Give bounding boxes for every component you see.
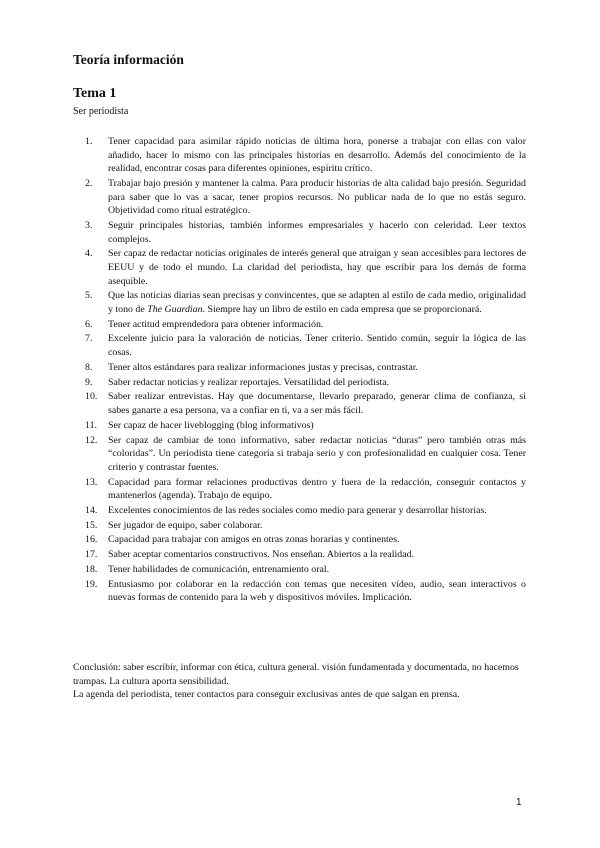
list-item-text: Ser capaz de hacer liveblogging (blog informativos)	[108, 419, 314, 431]
list-item-text: Seguir principales historias, también informes empresariales y hacerlo con celeridad. Leer textos complejos.	[108, 219, 526, 245]
list-number: 18.	[85, 564, 98, 575]
list-item	[85, 289, 526, 316]
list-item	[85, 332, 526, 359]
list-item	[85, 533, 526, 547]
list-item	[85, 476, 526, 503]
document-title: Teoría información	[73, 52, 184, 67]
list-item	[85, 135, 526, 176]
list-item	[85, 177, 526, 218]
list-item-text: Tener capacidad para asimilar rápido noticias de última hora, ponerse a trabajar con ellas con valor añadido, hacer lo mismo con las principales historias en desarrollo. Además del conocimiento de la realidad, encontrar cosas para diferentes opiniones, espíritu crítico.	[108, 136, 526, 175]
list-number: 6.	[85, 318, 93, 330]
agenda-paragraph: La agenda del periodista, tener contactos para conseguir exclusivas antes de que salgan en prensa.	[73, 689, 460, 701]
list-number: 10.	[85, 391, 98, 403]
list-number: 11.	[85, 419, 97, 431]
list-item	[85, 318, 526, 332]
list-item-text: Capacidad para trabajar con amigos en otras zonas horarias y continentes.	[108, 534, 400, 546]
list-number: 7.	[85, 333, 93, 345]
list-item-text: Ser capaz de redactar noticias originales de interés general que atraigan y sean accesibles para lectores de EEUU y de todo el mundo. La claridad del periodista, hay que escribir para los demás de forma asequible.	[108, 248, 526, 287]
list-item	[85, 247, 526, 288]
conclusion-paragraph: Conclusión: saber escribir, informar con ética, cultura general. visión fundamentada y documentada, no hacemos trampas. La cultura aporta sensibilidad.	[73, 662, 519, 687]
list-number: 13.	[85, 476, 98, 488]
list-item-text: Saber realizar entrevistas. Hay que documentarse, llevarlo preparado, generar clima de confianza, si sabes ganarte a esa persona, va a confiar en ti, va a ser más fácil.	[108, 391, 526, 416]
section-subtitle: Ser periodista	[73, 106, 129, 117]
list-item	[85, 548, 526, 562]
list-item	[85, 563, 526, 577]
list-item	[85, 376, 526, 390]
list-item	[85, 519, 526, 533]
list-item-text: . Siempre hay un libro de estilo en cada empresa que se proporcionará.	[202, 303, 482, 315]
list-number: 12.	[85, 434, 98, 446]
list-item-text: Saber aceptar comentarios constructivos. Nos enseñan. Abiertos a la realidad.	[108, 549, 415, 561]
publication-name: The Guardian	[147, 303, 203, 315]
list-item-text: Tener actitud emprendedora para obtener información.	[108, 318, 324, 330]
list-number: 3.	[85, 219, 93, 231]
list-number: 4.	[85, 248, 93, 260]
list-item-text: Excelente juicio para la valoración de noticias. Tener criterio. Sentido común, seguir la lógica de las cosas.	[108, 333, 526, 359]
list-item-text: Que las noticias diarias sean precisas y convincentes, que se adapten al estilo de cada medio, originalidad y tono de	[108, 290, 526, 315]
list-item	[85, 578, 526, 605]
section-title: Tema 1	[73, 86, 117, 101]
list-number: 19.	[85, 578, 98, 590]
list-item-text: Tener altos estándares para realizar informaciones justas y precisas, contrastar.	[108, 361, 418, 373]
list-item-text: Trabajar bajo presión y mantener la calma. Para producir historias de alta calidad bajo presión. Seguridad para saber que lo vas a sacar, tener propios recursos. No publicar nada de lo que no estás seguro. Objetividad como ritual estratégico.	[108, 177, 526, 217]
list-number: 1.	[85, 136, 93, 147]
list-item-text: Excelentes conocimientos de las redes sociales como medio para generar y desarrollar historias.	[108, 504, 487, 516]
list-item	[85, 419, 526, 433]
list-item-text: Tener habilidades de comunicación, entrenamiento oral.	[108, 564, 330, 575]
list-number: 15.	[85, 519, 98, 531]
page-number: 1	[516, 797, 522, 808]
list-number: 14.	[85, 504, 98, 516]
list-item	[85, 219, 526, 246]
list-number: 17.	[85, 549, 98, 561]
list-item	[85, 434, 526, 475]
list-item	[85, 504, 526, 518]
conclusion-block	[73, 661, 526, 702]
list-item-text: Capacidad para formar relaciones productivas dentro y fuera de la redacción, conseguir contactos y mantenerlos (agenda). Trabajo de equipo.	[108, 476, 526, 502]
numbered-list	[85, 135, 526, 606]
list-number: 9.	[85, 376, 93, 388]
list-item	[85, 361, 526, 375]
list-item-text: Saber redactar noticias y realizar reportajes. Versatilidad del periodista.	[108, 376, 390, 388]
list-number: 16.	[85, 534, 98, 546]
list-item-text: Ser jugador de equipo, saber colaborar.	[108, 519, 263, 531]
list-item	[85, 390, 526, 417]
list-item-text: Entusiasmo por colaborar en la redacción con temas que necesiten vídeo, audio, sean interactivos o nuevas formas de contenido para la web y dispositivos móviles. Implicación.	[108, 578, 526, 604]
list-item-text: Ser capaz de cambiar de tono informativo, saber redactar noticias “duras” pero también otras más “coloridas”. Un periodista tiene categoría si trabaja serio y con profesionalidad en cualquier cosa. Tener criterio y contrastar fuentes.	[108, 434, 526, 473]
list-number: 8.	[85, 361, 93, 373]
list-number: 5.	[85, 290, 93, 302]
list-number: 2.	[85, 177, 93, 189]
